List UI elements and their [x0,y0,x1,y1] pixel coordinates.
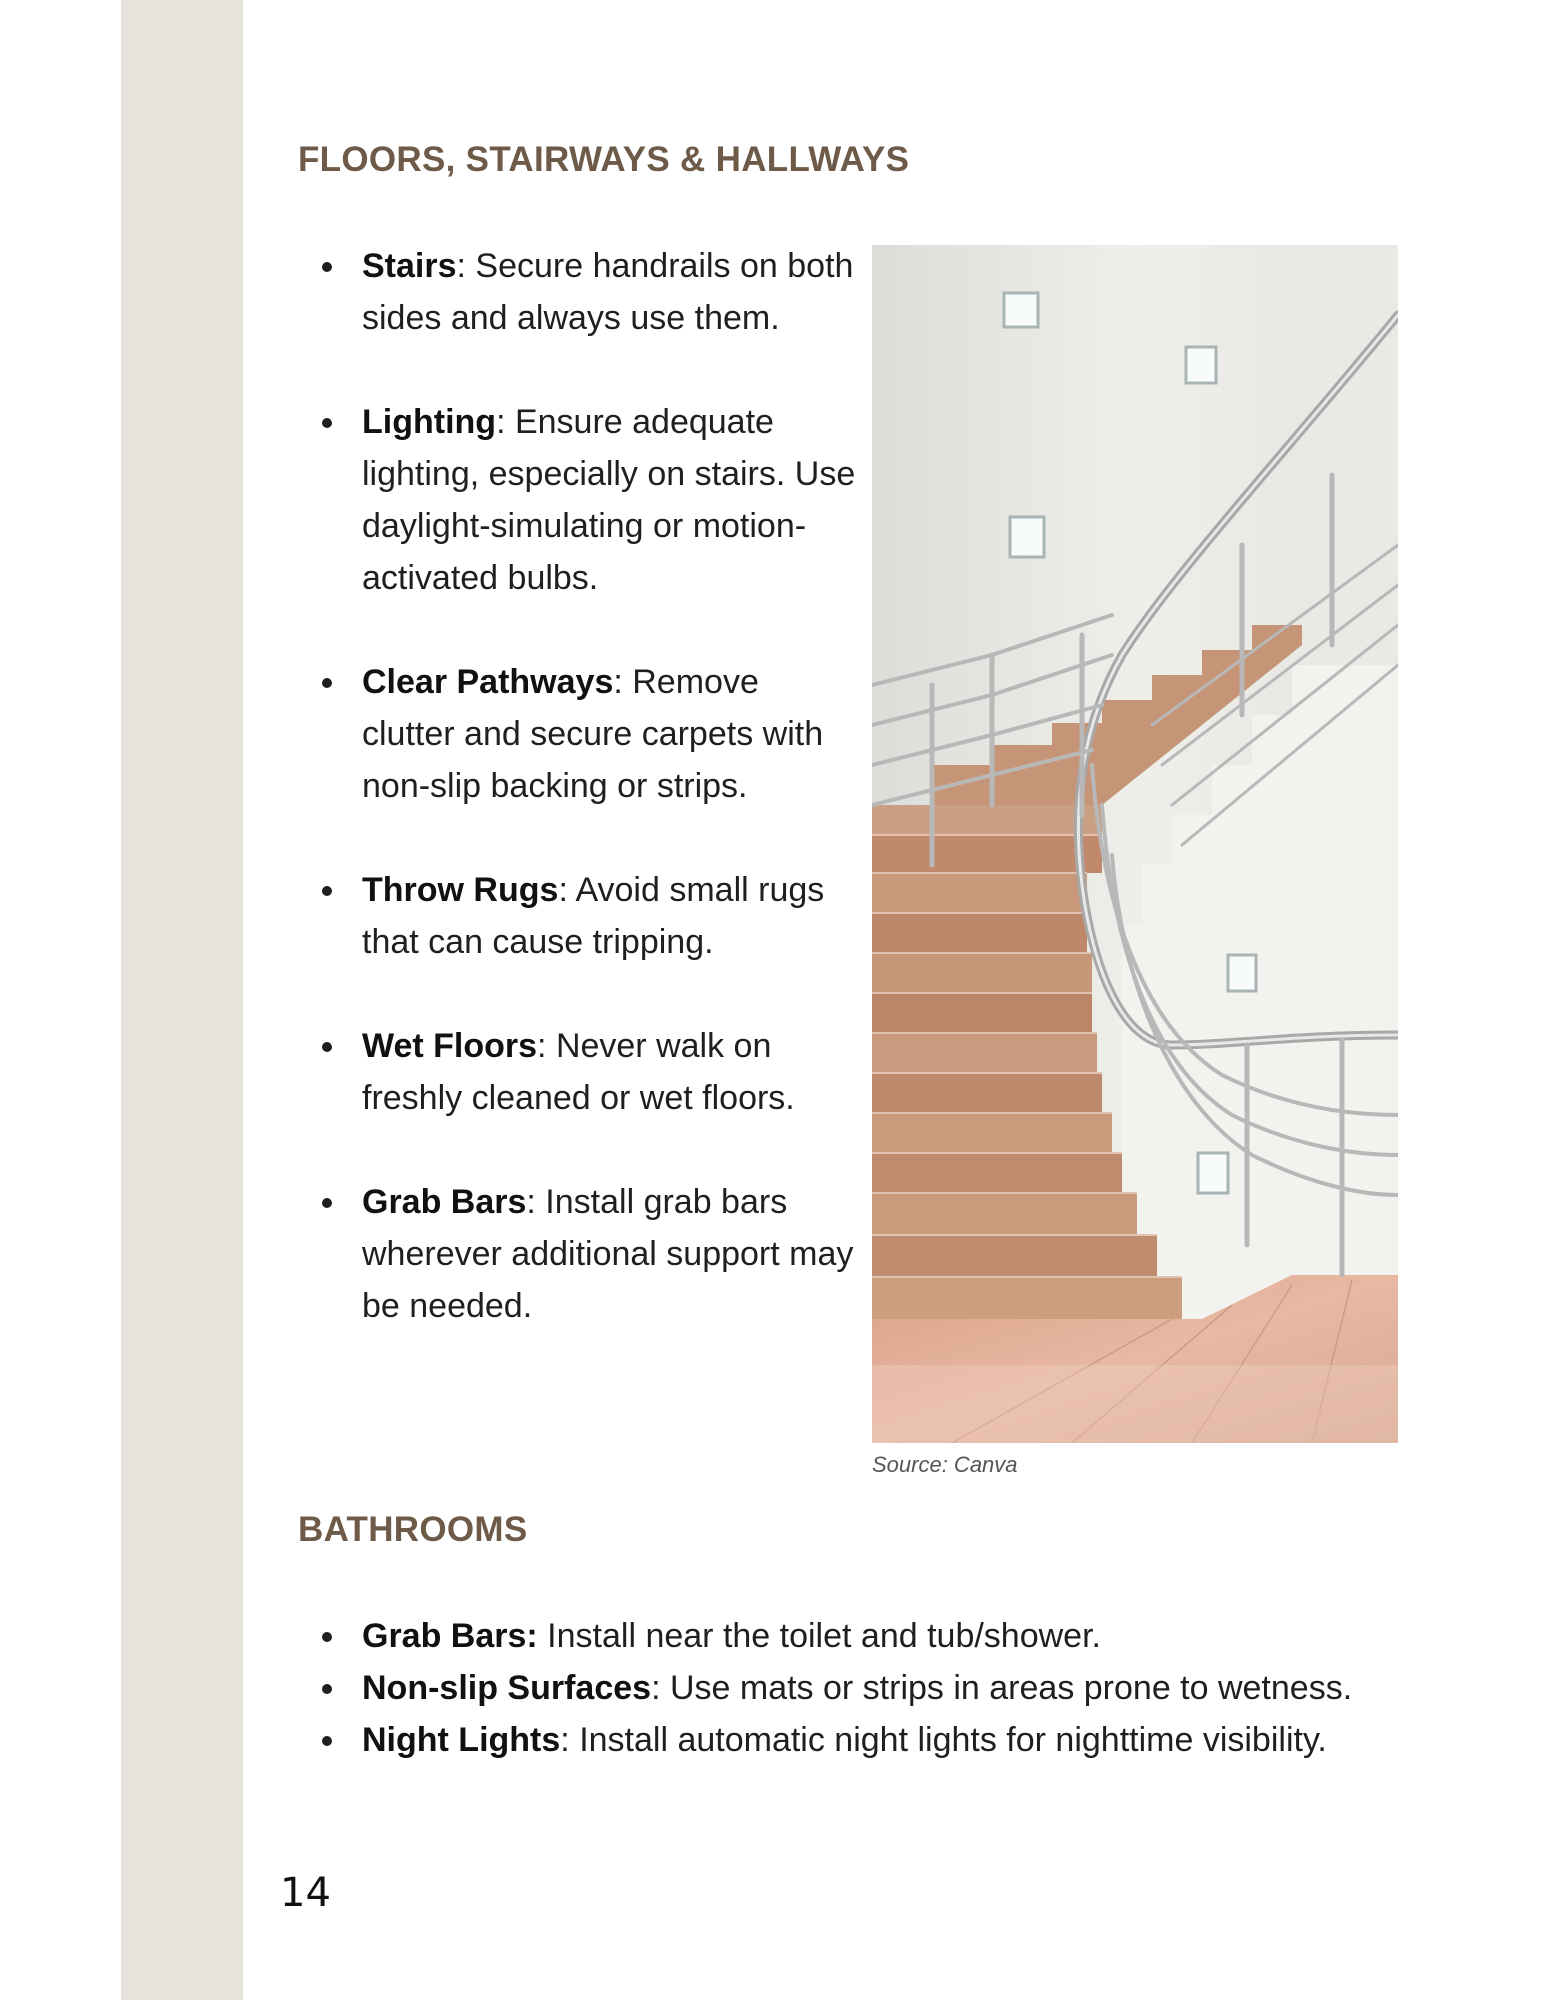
tip-term: Non-slip Surfaces [362,1669,652,1707]
tip-term: Stairs [362,247,457,285]
bathrooms-tips-list [298,1610,1408,1766]
list-item [298,1176,858,1332]
page-number: 14 [280,1870,331,1916]
tip-text: : Never walk on freshly cleaned or wet floors. [362,1027,795,1117]
decorative-side-band [121,0,243,2000]
tip-text: : Install grab bars wherever additional support may be needed. [362,1183,854,1325]
tip-term: Grab Bars: [362,1617,538,1655]
list-item [298,656,858,812]
tip-text: : Remove clutter and secure carpets with non-slip backing or strips. [362,663,824,805]
tip-term: Throw Rugs [362,871,559,909]
list-item [298,1714,1408,1766]
tip-term: Grab Bars [362,1183,527,1221]
image-caption: Source: Canva [872,1452,1018,1477]
section-heading-floors: FLOORS, STAIRWAYS & HALLWAYS [298,140,910,179]
list-item [298,396,858,604]
list-item [298,1662,1408,1714]
tip-term: Clear Pathways [362,663,614,701]
tip-term: Wet Floors [362,1027,538,1065]
list-item [298,864,858,968]
tip-text: : Install automatic night lights for nighttime visibility. [560,1721,1327,1759]
tip-text: : Ensure adequate lighting, especially on stairs. Use daylight-simulating or motion-activated bulbs. [362,403,856,597]
tip-text: : Avoid small rugs that can cause tripping. [362,871,825,961]
list-item [298,1610,1408,1662]
tip-text: : Secure handrails on both sides and always use them. [362,247,854,337]
tip-text: Install near the toilet and tub/shower. [537,1617,1101,1655]
section-heading-bathrooms: BATHROOMS [298,1510,528,1549]
tip-term: Night Lights [362,1721,561,1759]
tip-term: Lighting [362,403,497,441]
spiral-staircase-photo [872,245,1398,1443]
floors-tips-list [298,240,858,1384]
list-item [298,240,858,344]
tip-text: : Use mats or strips in areas prone to wetness. [651,1669,1353,1707]
list-item [298,1020,858,1124]
